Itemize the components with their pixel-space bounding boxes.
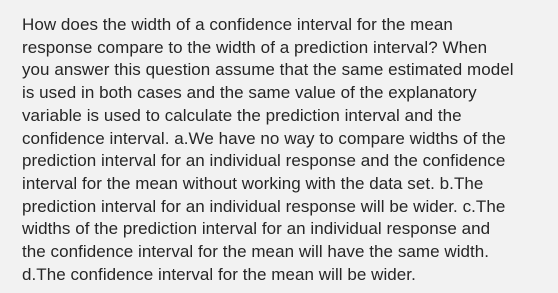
question-line: the confidence interval for the mean will have the same width. bbox=[22, 242, 490, 262]
question-line: prediction interval for an individual response and the confidence bbox=[22, 151, 506, 171]
question-text bbox=[22, 14, 552, 286]
question-line: How does the width of a confidence interval for the mean bbox=[22, 15, 453, 34]
question-line: interval for the mean without working with the data set. b.The bbox=[22, 173, 484, 193]
question-line: you answer this question assume that the same estimated model bbox=[22, 60, 514, 80]
question-line: widths of the prediction interval for an individual response and bbox=[22, 219, 491, 239]
question-line: is used in both cases and the same value of the explanatory bbox=[22, 83, 477, 103]
question-line: confidence interval. a.We have no way to compare widths of the bbox=[22, 128, 506, 148]
question-line: variable is used to calculate the prediction interval and the bbox=[22, 105, 462, 125]
question-line: response compare to the width of a prediction interval? When bbox=[22, 37, 488, 57]
question-line: prediction interval for an individual response will be wider. c.The bbox=[22, 196, 506, 216]
question-line: d.The confidence interval for the mean will be wider. bbox=[22, 264, 416, 284]
